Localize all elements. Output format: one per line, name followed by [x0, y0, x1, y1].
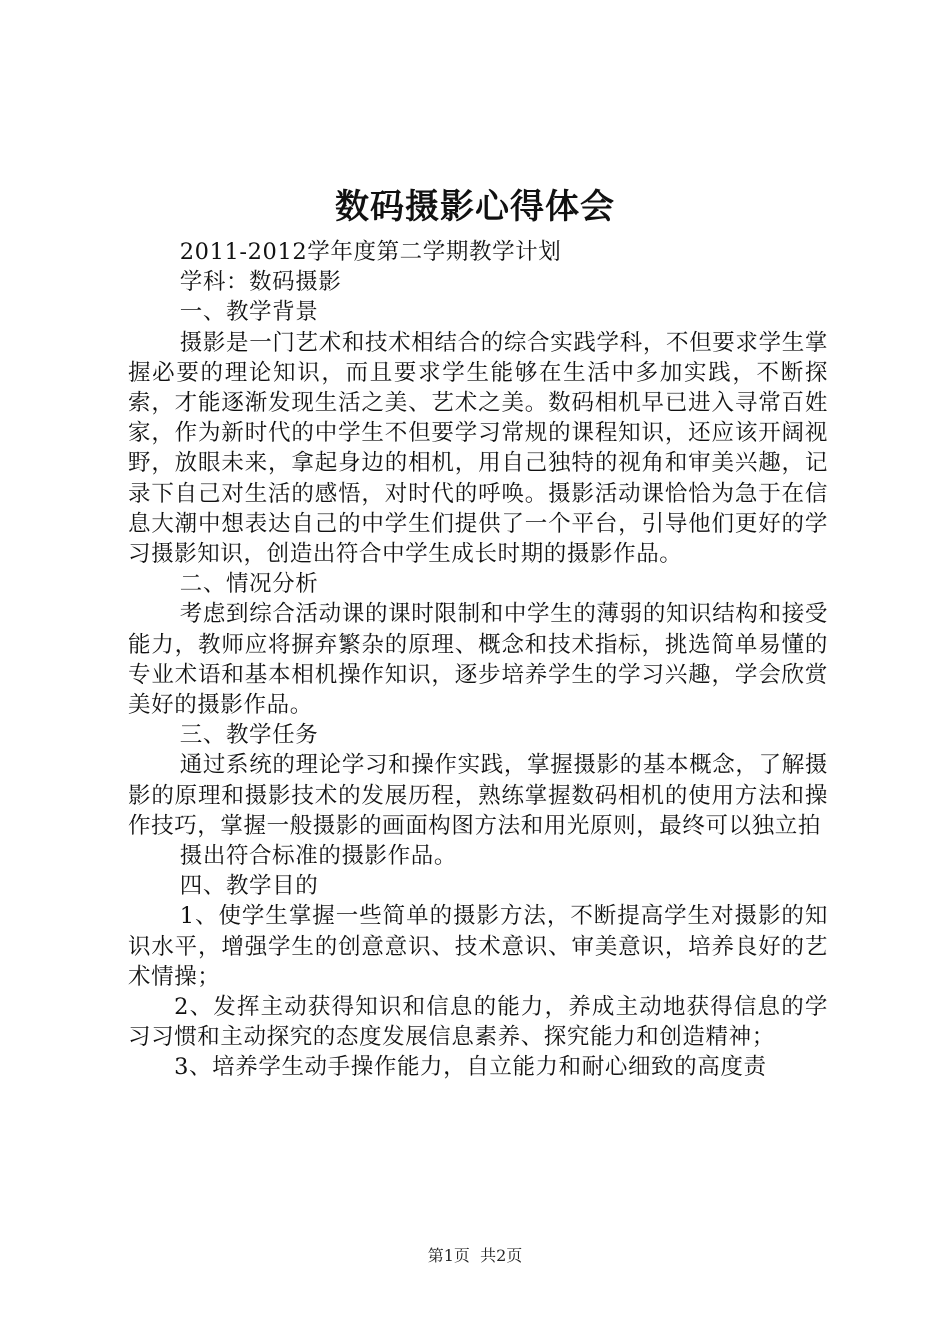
paragraph-goal-1: 1、使学生掌握一些简单的摄影方法，不断提高学生对摄影的知识水平，增强学生的创意意识、技术意识、审美意识，培养良好的艺术情操；	[128, 903, 828, 990]
section-heading-goals: 四、教学目的	[179, 873, 319, 900]
paragraph-plan-heading: 2011-2012学年度第二学期教学计划	[179, 239, 562, 265]
paragraph-tasks: 通过系统的理论学习和操作实践，掌握摄影的基本概念，了解摄影的原理和摄影技术的发展历程，熟练掌握数码相机的使用方法和操作技巧，掌握一般摄影的画面构图方法和用光原则，最终可以独立拍	[128, 752, 828, 839]
paragraph-background: 摄影是一门艺术和技术相结合的综合实践学科，不但要求学生掌握必要的理论知识，而且要求学生能够在生活中多加实践，不断探索，才能逐渐发现生活之美、艺术之美。数码相机早已进入寻常百姓家，作为新时代的中学生不但要学习常规的课程知识，还应该开阔视野，放眼未来，拿起身边的相机，用自己独特的视角和审美兴趣，记录下自己对生活的感悟，对时代的呼唤。摄影活动课恰恰为急于在信息大潮中想表达自己的中学生们提供了一个平台，引导他们更好的学习摄影知识，创造出符合中学生成长时期的摄影作品。	[128, 329, 828, 568]
document-body	[128, 237, 828, 1083]
page-total: 共2页	[480, 1246, 523, 1265]
paragraph-tasks-continued: 摄出符合标准的摄影作品。	[179, 843, 457, 870]
section-heading-analysis: 二、情况分析	[179, 571, 319, 598]
paragraph-analysis: 考虑到综合活动课的课时限制和中学生的薄弱的知识结构和接受能力，教师应将摒弃繁杂的原理、概念和技术指标，挑选简单易懂的专业术语和基本相机操作知识，逐步培养学生的学习兴趣，学会欣赏美好的摄影作品。	[128, 601, 828, 719]
paragraph-goal-2: 2、发挥主动获得知识和信息的能力，养成主动地获得信息的学习习惯和主动探究的态度发展信息素养、探究能力和创造精神；	[128, 994, 828, 1051]
page-footer	[0, 1244, 950, 1268]
page-number: 第1页	[427, 1246, 470, 1265]
section-heading-background: 一、教学背景	[179, 299, 319, 326]
section-heading-tasks: 三、教学任务	[179, 722, 319, 749]
document-title: 数码摄影心得体会	[335, 187, 615, 227]
paragraph-goal-3: 3、培养学生动手操作能力，自立能力和耐心细致的高度责	[174, 1054, 767, 1081]
paragraph-subject: 学科：数码摄影	[179, 269, 342, 296]
